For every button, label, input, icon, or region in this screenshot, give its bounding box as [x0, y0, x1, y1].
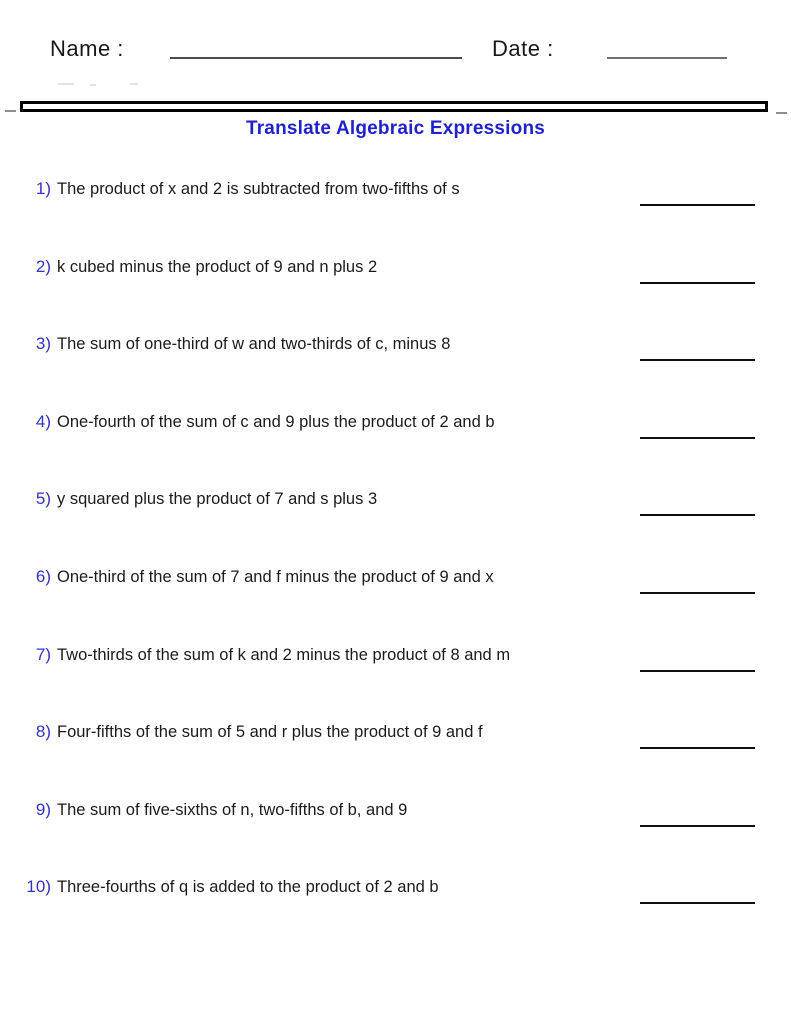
- answer-blank-line[interactable]: [640, 825, 755, 827]
- double-rule-divider: [20, 101, 768, 112]
- question-row: [0, 558, 791, 636]
- question-text: The product of x and 2 is subtracted from two-fifths of s: [57, 180, 460, 198]
- question-row: [0, 480, 791, 558]
- answer-blank-line[interactable]: [640, 670, 755, 672]
- question-row: [0, 325, 791, 403]
- question-number: 5): [35, 489, 51, 509]
- question-row: [0, 403, 791, 481]
- question-number: 1): [35, 179, 51, 198]
- name-fill-in-line[interactable]: [170, 57, 462, 59]
- divider-end-dash-right: [776, 112, 787, 114]
- question-number: 4): [35, 411, 51, 431]
- scan-artifact: [90, 84, 96, 86]
- question-number: 7): [35, 644, 51, 664]
- answer-blank-line[interactable]: [640, 282, 755, 284]
- question-number: 10): [26, 877, 51, 897]
- question-row: [0, 170, 791, 248]
- question-text: k cubed minus the product of 9 and n plus 2: [57, 257, 378, 276]
- date-label: Date :: [492, 36, 554, 61]
- answer-blank-line[interactable]: [640, 204, 755, 206]
- answer-blank-line[interactable]: [640, 902, 755, 904]
- question-row: [0, 713, 791, 791]
- question-text: One-third of the sum of 7 and f minus the product of 9 and x: [57, 568, 494, 586]
- question-text: Three-fourths of q is added to the product of 2 and b: [57, 878, 439, 897]
- date-fill-in-line[interactable]: [607, 57, 727, 59]
- name-label: Name :: [50, 36, 124, 61]
- question-text: The sum of one-third of w and two-thirds of c, minus 8: [57, 335, 451, 354]
- scan-artifact: [130, 83, 138, 85]
- answer-blank-line[interactable]: [640, 437, 755, 439]
- question-row: [0, 636, 791, 714]
- question-text: The sum of five-sixths of n, two-fifths of b, and 9: [57, 800, 408, 819]
- answer-blank-line[interactable]: [640, 514, 755, 516]
- question-text: y squared plus the product of 7 and s plus 3: [57, 490, 378, 509]
- scan-artifact: [58, 83, 74, 85]
- question-text: Four-fifths of the sum of 5 and r plus the product of 9 and f: [57, 723, 483, 742]
- question-row: [0, 791, 791, 869]
- question-row: [0, 868, 791, 946]
- question-number: 8): [35, 722, 51, 742]
- divider-end-dash-left: [5, 110, 16, 112]
- question-text: One-fourth of the sum of c and 9 plus the product of 2 and b: [57, 412, 495, 431]
- question-row: [0, 248, 791, 326]
- question-number: 2): [35, 256, 51, 276]
- answer-blank-line[interactable]: [640, 747, 755, 749]
- question-number: 6): [35, 567, 51, 586]
- question-number: 9): [35, 799, 51, 819]
- question-number: 3): [35, 334, 51, 354]
- question-text: Two-thirds of the sum of k and 2 minus the product of 8 and m: [57, 645, 511, 664]
- page-title: Translate Algebraic Expressions: [245, 118, 546, 139]
- answer-blank-line[interactable]: [640, 359, 755, 361]
- answer-blank-line[interactable]: [640, 592, 755, 594]
